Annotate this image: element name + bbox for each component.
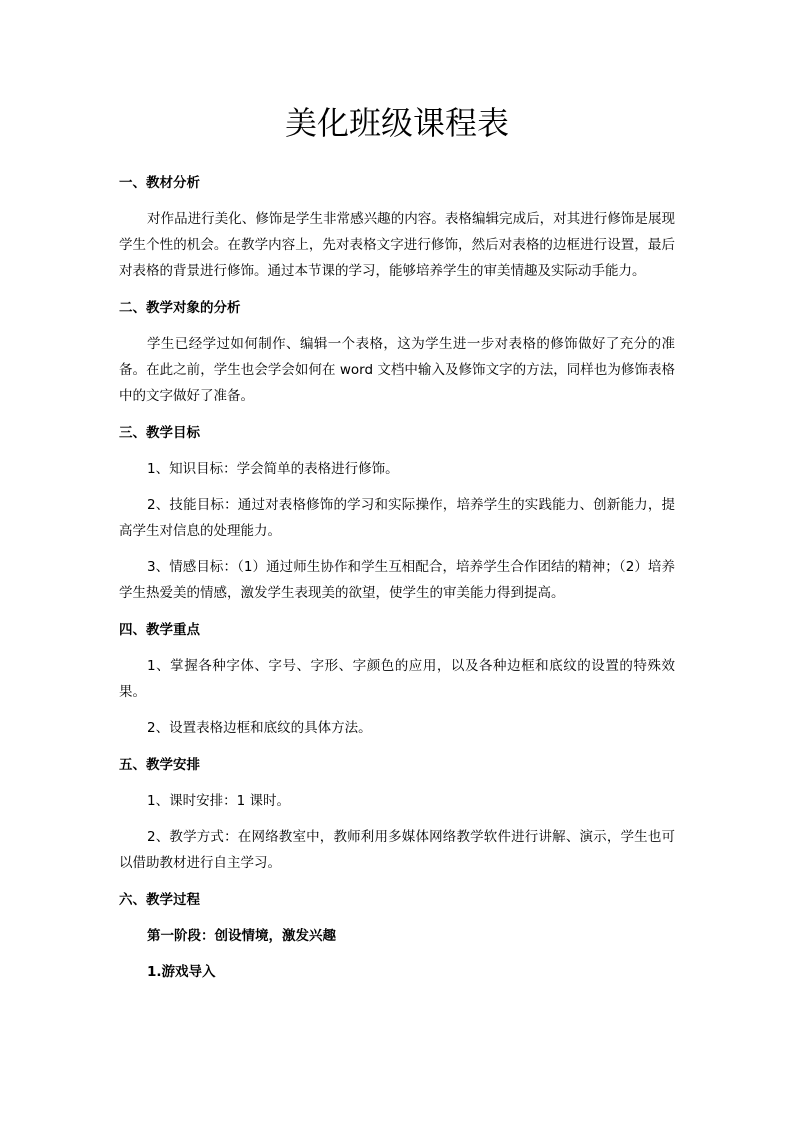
section-heading: 三、教学目标 (119, 425, 200, 441)
section-heading: 二、教学对象的分析 (119, 300, 241, 316)
section-heading: 四、教学重点 (119, 622, 200, 638)
document-body (119, 170, 675, 985)
section-heading: 六、教学过程 (119, 892, 200, 908)
section-heading: 五、教学安排 (119, 757, 200, 773)
section-paragraph: 对作品进行美化、修饰是学生非常感兴趣的内容。表格编辑完成后，对其进行修饰是展现学生个性的机会。在教学内容上，先对表格文字进行修饰，然后对表格的边框进行设置，最后对表格的背景进行修饰。通过本节课的学习，能够培养学生的审美情趣及实际动手能力。 (119, 211, 675, 279)
section-paragraph: 2、技能目标：通过对表格修饰的学习和实际操作，培养学生的实践能力、创新能力，提高学生对信息的处理能力。 (119, 497, 675, 539)
section-paragraph: 3、情感目标：（1）通过师生协作和学生互相配合，培养学生合作团结的精神；（2）培养学生热爱美的情感，激发学生表现美的欲望，使学生的审美能力得到提高。 (119, 559, 675, 601)
section-paragraph: 2、教学方式：在网络教室中，教师利用多媒体网络教学软件进行讲解、演示，学生也可以借助教材进行自主学习。 (119, 829, 675, 871)
section-paragraph: 1、知识目标：学会简单的表格进行修饰。 (147, 461, 399, 477)
section-paragraph: 1、课时安排：1 课时。 (147, 793, 290, 809)
subsection-heading: 1.游戏导入 (147, 964, 216, 980)
stage-heading: 第一阶段：创设情境，激发兴趣 (147, 928, 336, 944)
section-heading: 一、教材分析 (119, 175, 200, 191)
section-paragraph: 学生已经学过如何制作、编辑一个表格，这为学生进一步对表格的修饰做好了充分的准备。在此之前，学生也会学会如何在 word 文档中输入及修饰文字的方法，同样也为修饰表格中的文字做好了准备。 (119, 336, 675, 404)
section-paragraph: 1、掌握各种字体、字号、字形、字颜色的应用，以及各种边框和底纹的设置的特殊效果。 (119, 658, 675, 700)
section-paragraph: 2、设置表格边框和底纹的具体方法。 (147, 720, 372, 736)
document-title: 美化班级课程表 (284, 104, 509, 142)
